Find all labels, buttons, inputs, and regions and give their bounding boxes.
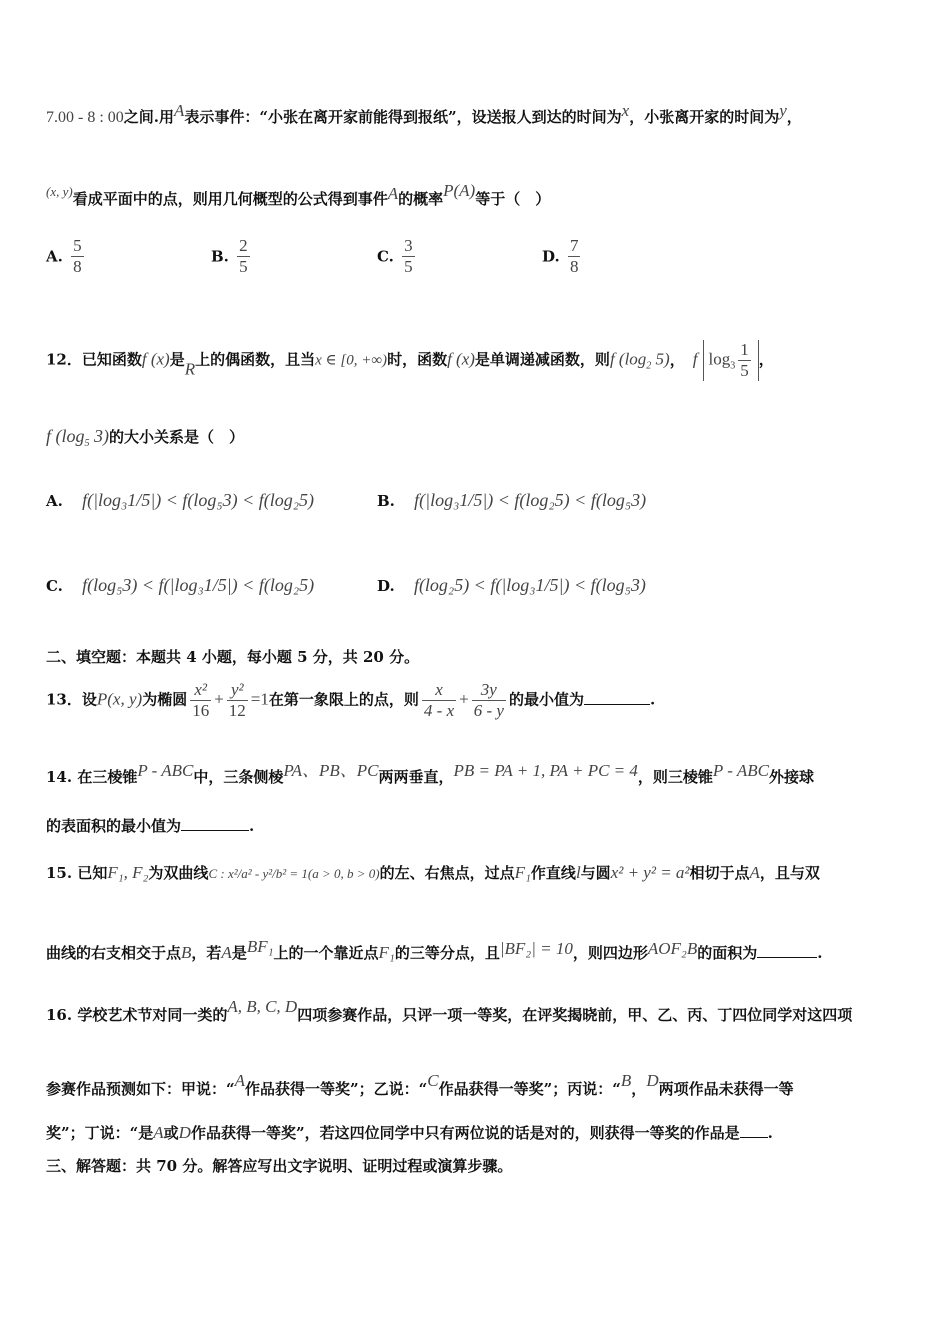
text: 在第一象限上的点，则 (268, 690, 419, 709)
q11-option-d[interactable] (542, 236, 583, 277)
fraction (568, 236, 581, 277)
section-3-heading: 三、解答题：共 70 分。解答应写出文字说明、证明过程或演算步骤。 (46, 1157, 513, 1175)
text: 之间.用 (123, 108, 175, 126)
q15-line2 (46, 936, 822, 964)
math-x: x (621, 101, 630, 120)
text: 时，函数 (387, 350, 448, 369)
math-log-arg: 3) (89, 426, 109, 446)
text: 是 (169, 350, 185, 369)
text: . (767, 1124, 773, 1142)
text: 中，三条侧棱 (193, 768, 284, 786)
math-log: f (log (46, 426, 85, 446)
denominator: 5 (740, 361, 749, 380)
text: ， (669, 350, 685, 369)
numerator: 3 (404, 236, 413, 255)
time-range: 7.00 - 8 : 00 (46, 109, 124, 126)
numerator: 7 (569, 236, 579, 255)
math-A: A (153, 1123, 164, 1142)
absolute-value (703, 340, 758, 381)
option-expression: f(|log₃1/5|) < f(log₅3) < f(log₂5) (82, 490, 315, 510)
q16-line2 (46, 1070, 794, 1100)
q11-line1 (46, 100, 802, 129)
math-A: A (174, 101, 185, 120)
option-label: A. (46, 492, 63, 510)
answer-blank[interactable] (584, 690, 650, 705)
math-hyperbola: C : x²/a² - y²/b² = 1(a > 0, b > 0) (208, 866, 380, 881)
text: 作品获得一等奖”；乙说：“ (245, 1080, 428, 1098)
log: log (708, 349, 731, 369)
q14-line2 (46, 815, 254, 837)
text: ， (758, 350, 774, 369)
math-D: D (178, 1123, 191, 1142)
math-quadrilateral: AOF₂B (647, 939, 698, 958)
math-log: f (log (609, 349, 647, 369)
text: 或 (163, 1124, 179, 1142)
math-R: R (184, 359, 196, 379)
fraction (227, 680, 248, 721)
numerator: x (422, 680, 456, 701)
q12-option-a[interactable] (46, 490, 314, 511)
fraction (738, 340, 751, 381)
text: ，小张离开家的时间为 (629, 108, 780, 126)
text: ，则三棱锥 (637, 768, 713, 786)
denominator: 8 (73, 257, 82, 276)
q11-option-c[interactable] (377, 236, 418, 277)
denominator: 5 (404, 257, 413, 276)
math-BF2: |BF₂| = 10 (499, 939, 573, 958)
math-xy: (x, y) (46, 184, 73, 199)
q12-option-d[interactable] (377, 575, 646, 596)
plus: + (459, 689, 469, 709)
q16-line1 (46, 996, 852, 1026)
text: 是单调递减函数，则 (474, 350, 610, 369)
math-edges: PA、PB、PC (283, 761, 379, 780)
math-pyramid: P - ABC (712, 761, 769, 780)
text: 相切于点 (689, 864, 750, 882)
option-label: A. (46, 247, 63, 266)
text: 两两垂直， (378, 768, 454, 786)
text: 的三等分点，且 (394, 944, 500, 962)
math-C: C (427, 1071, 439, 1090)
math-condition: x ∈ [0, +∞) (315, 352, 388, 369)
denominator: 6 - y (473, 701, 504, 720)
math-F1: F₁ (514, 863, 531, 882)
numerator: 1 (740, 340, 749, 359)
math-condition: PB = PA + 1, PA + PC = 4 (453, 761, 638, 780)
option-label: D. (542, 247, 560, 266)
fraction (422, 680, 456, 721)
log-base: 3 (730, 360, 736, 372)
q11-option-a[interactable] (46, 236, 87, 277)
text: ， (786, 108, 802, 126)
text: 为双曲线 (148, 864, 209, 882)
fraction (71, 236, 84, 277)
q16-line3 (46, 1122, 773, 1144)
q15-line1 (46, 862, 820, 885)
section-2-heading: 二、填空题：本题共 4 小题，每小题 5 分，共 20 分。 (46, 648, 420, 666)
numerator: x² (190, 680, 211, 701)
math-A: A (749, 863, 760, 882)
text: 奖”；丁说：“是 (46, 1124, 154, 1142)
math-A: A (234, 1071, 246, 1090)
q14-line1 (46, 760, 814, 788)
text: 为椭圆 (142, 690, 188, 709)
numerator: y² (227, 680, 248, 701)
log-base: 2 (646, 360, 652, 372)
math-D: D (646, 1071, 659, 1090)
q12-line2 (46, 425, 244, 455)
denominator: 4 - x (423, 701, 455, 720)
q11-option-b[interactable] (211, 236, 253, 277)
text: 的面积为 (697, 944, 758, 962)
math-pyramid: P - ABC (137, 761, 194, 780)
text: 的概率 (398, 190, 444, 208)
denominator: 16 (192, 701, 210, 720)
text: 作品获得一等奖”，若这四位同学中只有两位说的话是对的，则获得一等奖的作品是 (190, 1124, 740, 1142)
fraction (190, 680, 211, 721)
denominator: 12 (228, 701, 246, 720)
text: 的大小关系是（ ） (109, 428, 245, 446)
text: 的最小值为 (508, 690, 584, 709)
text: 参赛作品预测如下：甲说：“ (46, 1080, 235, 1098)
text: 看成平面中的点，则用几何概型的公式得到事件 (72, 190, 388, 208)
answer-blank[interactable] (757, 943, 817, 958)
math-A: A (221, 943, 232, 962)
fraction (237, 236, 250, 277)
text: . (249, 817, 255, 835)
option-label: C. (377, 247, 394, 266)
text: 与圆 (580, 864, 611, 882)
denominator: 5 (239, 257, 248, 276)
equals: =1 (250, 689, 269, 709)
math-y: y (779, 101, 787, 120)
q12-option-b[interactable] (377, 490, 646, 511)
math-B: B (620, 1071, 632, 1090)
answer-blank[interactable] (740, 1123, 768, 1138)
denominator: 8 (569, 257, 579, 276)
log-base: 5 (84, 438, 90, 449)
text: 两项作品未获得一等 (658, 1080, 794, 1098)
text: 表示事件：“小张在离开家前能得到报纸”，设送报人到达的时间为 (184, 108, 622, 126)
numerator: 3y (472, 680, 506, 701)
text: 作品获得一等奖”；丙说：“ (438, 1080, 621, 1098)
math-A: A (387, 184, 399, 203)
math-abcd: A, B, C, D (227, 997, 298, 1016)
math-B: B (181, 943, 192, 962)
text: . (817, 944, 823, 962)
option-label: B. (377, 492, 395, 510)
math-point: P(x, y) (96, 689, 143, 709)
text: 等于（ ） (475, 190, 551, 208)
math-BF1: BF₁ (246, 937, 274, 956)
text: . (649, 690, 656, 709)
answer-blank[interactable] (181, 816, 249, 831)
text: ，则四边形 (572, 944, 648, 962)
text: 外接球 (768, 768, 814, 786)
option-expression: f(|log₃1/5|) < f(log₂5) < f(log₅3) (414, 490, 647, 510)
q12-line1 (46, 340, 774, 381)
text: 上的偶函数，且当 (195, 350, 316, 369)
question-number: 13．设 (46, 690, 97, 709)
question-number: 16. 学校艺术节对同一类的 (46, 1006, 228, 1024)
option-label: B. (211, 247, 229, 266)
math-l: l (575, 863, 581, 882)
text: 的左、右焦点，过点 (379, 864, 515, 882)
text: 曲线的右支相交于点 (46, 944, 182, 962)
math-circle: x² + y² = a² (610, 863, 690, 882)
q11-line2 (46, 180, 550, 210)
option-label: C. (46, 577, 63, 595)
q13 (46, 680, 655, 721)
text: 是 (231, 944, 247, 962)
text: 上的一个靠近点 (273, 944, 379, 962)
text: 作直线 (530, 864, 576, 882)
numerator: 5 (73, 236, 82, 255)
text: 四项参赛作品，只评一项一等奖，在评奖揭晓前，甲、乙、丙、丁四位同学对这四项 (297, 1006, 853, 1024)
option-label: D. (377, 577, 395, 595)
q12-option-c[interactable] (46, 575, 314, 596)
numerator: 2 (239, 236, 248, 255)
math-F1: F₁ (378, 943, 395, 962)
question-number: 15. 已知 (46, 864, 108, 882)
text: ，若 (191, 944, 222, 962)
fraction (472, 680, 506, 721)
question-number: 14. 在三棱锥 (46, 768, 138, 786)
text: ，且与双 (759, 864, 820, 882)
math-log-arg: 5) (651, 349, 670, 369)
question-number: 12．已知函数 (46, 350, 142, 369)
math-foci: F₁, F₂ (107, 863, 149, 882)
math-f: f (692, 349, 698, 369)
plus: + (214, 689, 224, 709)
fraction (402, 236, 415, 277)
math-PA: P(A) (443, 181, 476, 200)
text: ， (631, 1080, 647, 1098)
math-fx: f (x) (447, 349, 475, 369)
math-fx: f (x) (141, 349, 170, 369)
text: 的表面积的最小值为 (46, 817, 182, 835)
option-expression: f(log₅3) < f(|log₃1/5|) < f(log₂5) (82, 575, 315, 595)
option-expression: f(log₂5) < f(|log₃1/5|) < f(log₅3) (413, 575, 646, 595)
